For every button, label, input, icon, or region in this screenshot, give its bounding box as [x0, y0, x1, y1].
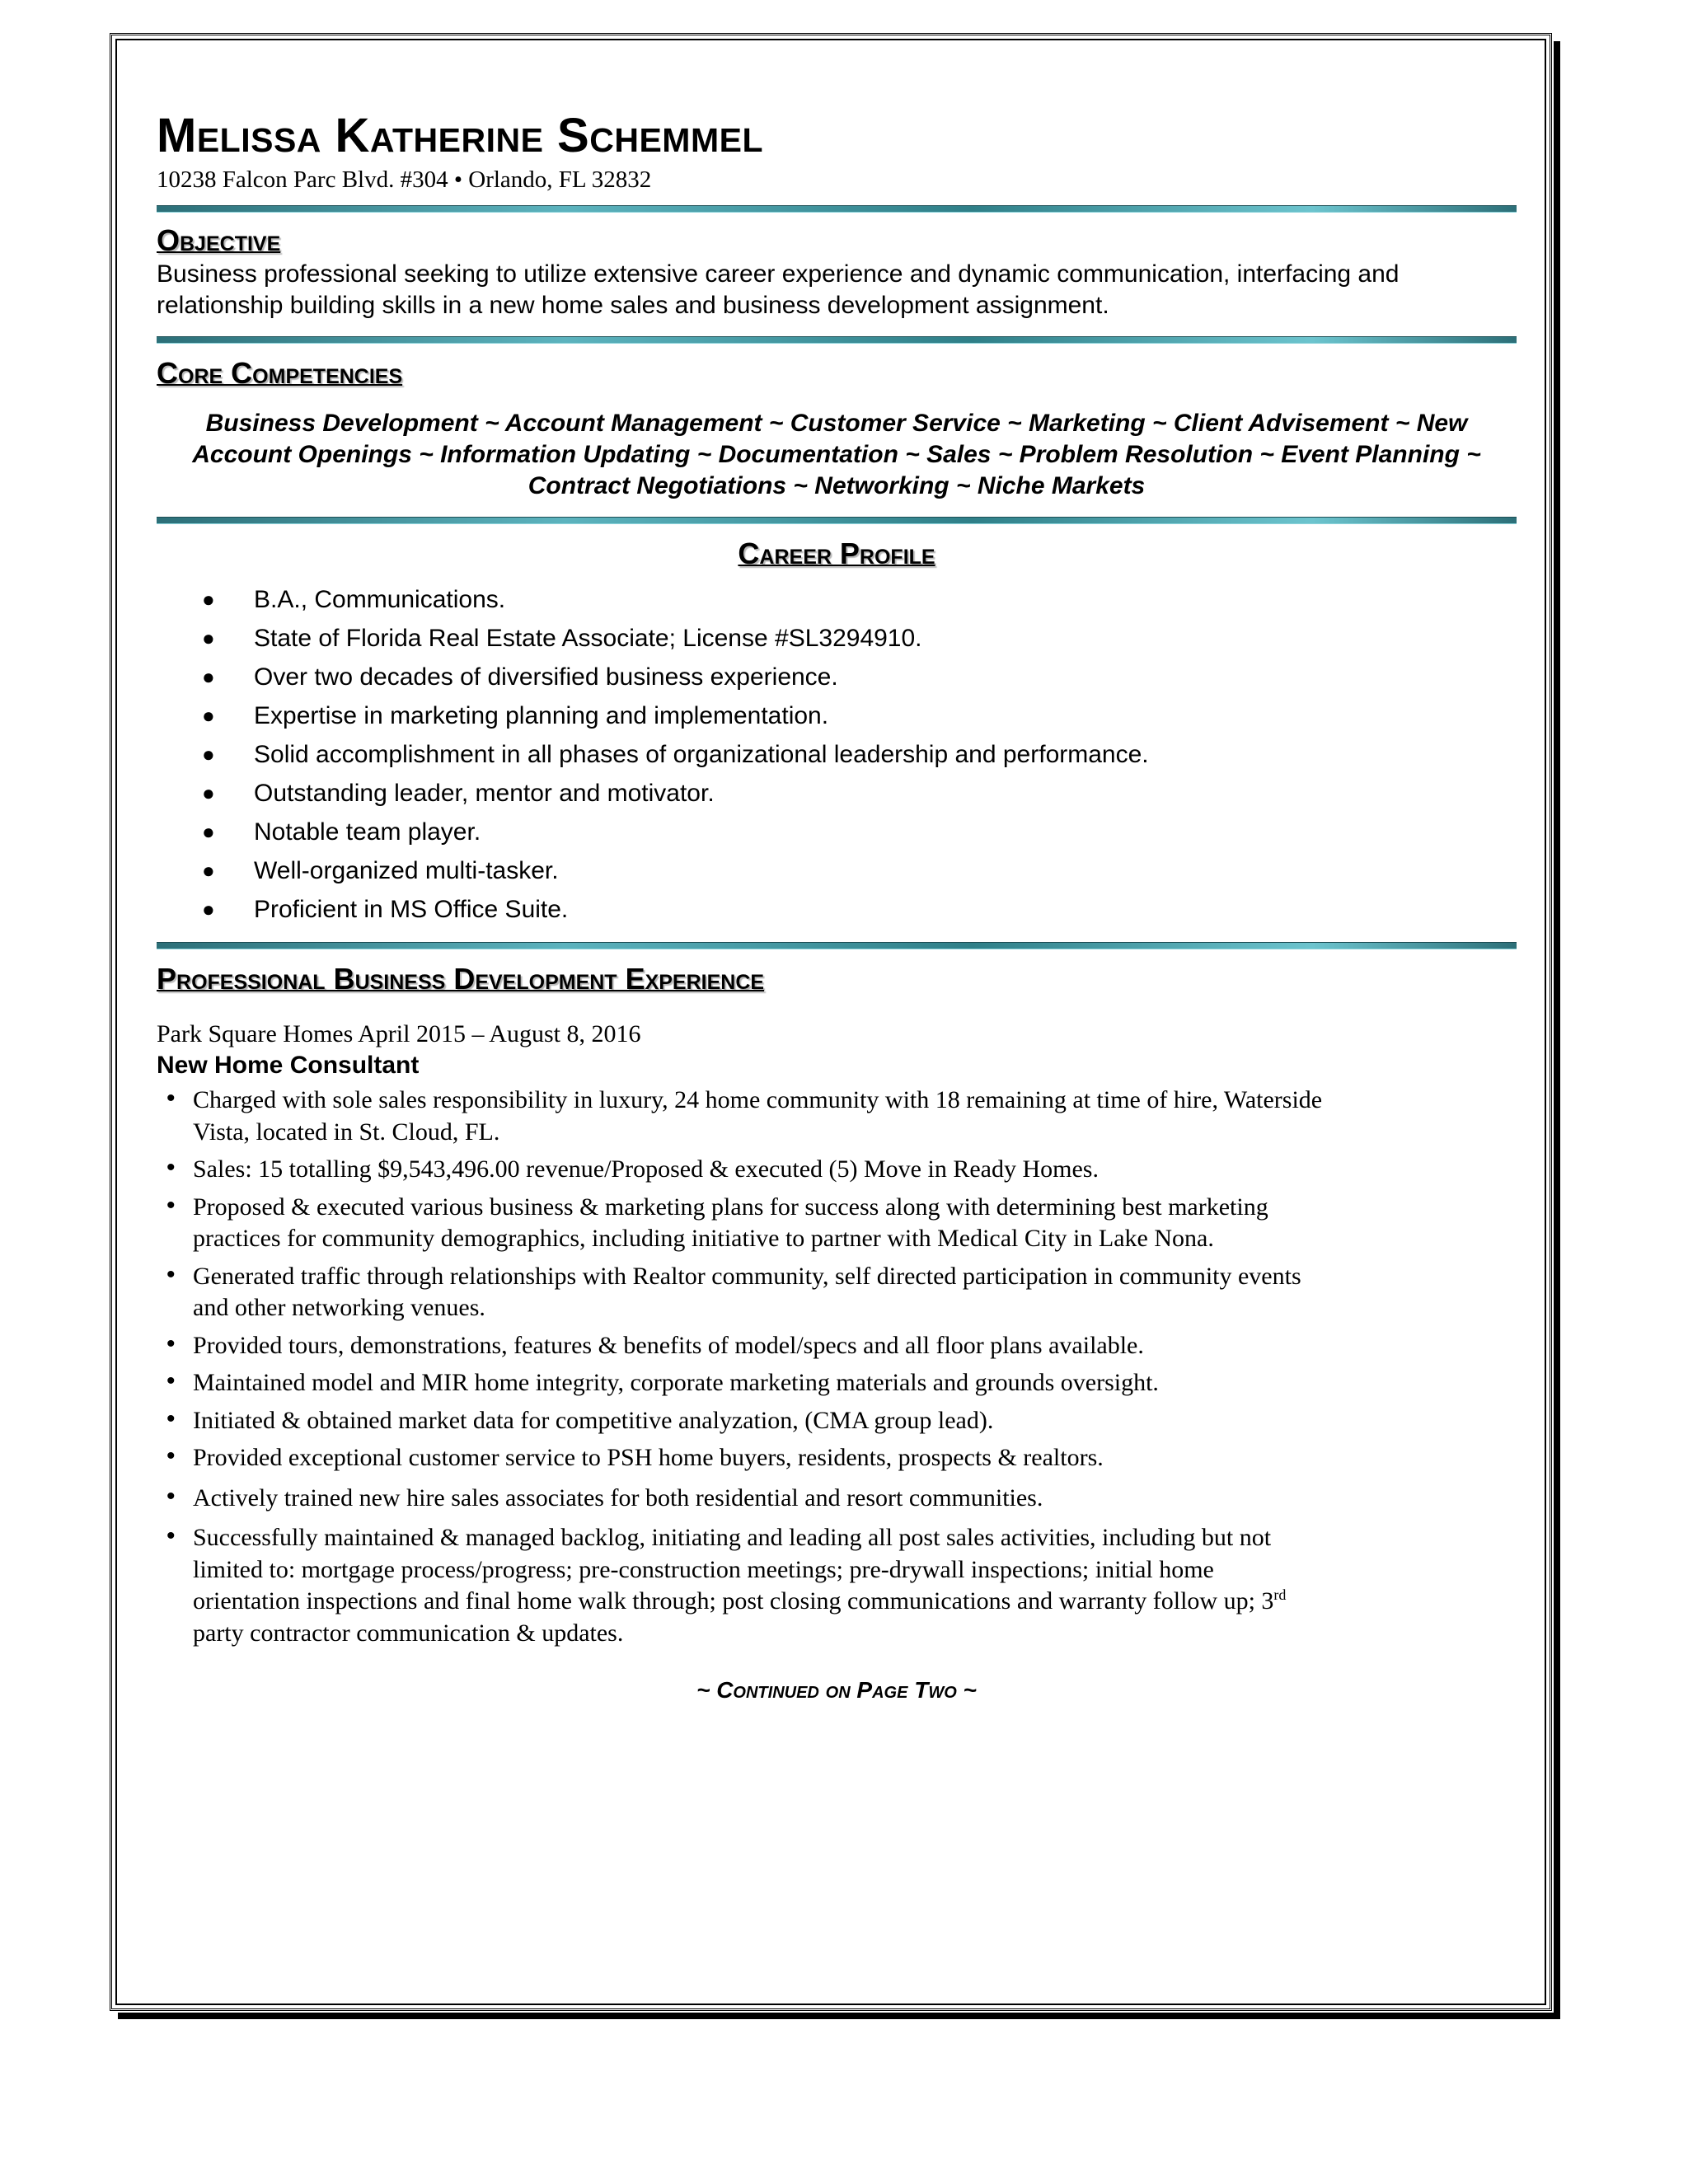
bullet-icon: ●: [202, 858, 215, 883]
competencies-heading: Core Competencies: [157, 356, 403, 390]
section-divider: [157, 336, 1517, 344]
bullet-icon: •: [166, 1404, 176, 1432]
list-item-text: Actively trained new hire sales associates for both residential and resort communities.: [193, 1483, 1043, 1511]
bullet-icon: ●: [202, 703, 215, 728]
list-item-text-part: party contractor communication & updates.: [193, 1619, 624, 1647]
experience-heading: Professional Business Development Experience: [157, 962, 765, 996]
bullet-icon: ●: [202, 780, 215, 805]
list-item: [202, 813, 1517, 851]
list-item: [163, 1483, 1325, 1515]
list-item: [202, 580, 1517, 619]
list-item: [202, 735, 1517, 774]
continued-notice: ~ Continued on Page Two ~: [696, 1677, 977, 1703]
career-profile-heading: Career Profile: [738, 537, 935, 570]
list-item-text: Charged with sole sales responsibility in luxury, 24 home community with 18 remaining at time of hire, Waterside Vista, located in St. Cloud, FL.: [193, 1086, 1323, 1146]
list-item-text: Over two decades of diversified business experience.: [254, 663, 838, 691]
bullet-icon: ●: [202, 897, 215, 921]
list-item: [163, 1154, 1325, 1186]
bullet-icon: •: [166, 1482, 176, 1510]
bullet-icon: •: [166, 1191, 176, 1219]
list-item: [202, 658, 1517, 696]
list-item: [202, 851, 1517, 890]
list-item-text: Generated traffic through relationships with Realtor community, self directed participation in community events and other networking venues.: [193, 1262, 1301, 1321]
list-item: [163, 1405, 1325, 1437]
job-title: New Home Consultant: [157, 1052, 420, 1079]
list-item: [202, 774, 1517, 813]
section-divider: [157, 942, 1517, 949]
ordinal-superscript: rd: [1273, 1586, 1287, 1603]
list-item-text: State of Florida Real Estate Associate; License #SL3294910.: [254, 625, 922, 652]
list-item-text: Proposed & executed various business & marketing plans for success along with determining best marketing practices for community demographics, including initiative to partner with Medical City in Lake Nona.: [193, 1193, 1268, 1252]
objective-text: Business professional seeking to utilize extensive career experience and dynamic communication, interfacing and relationship building skills in a new home sales and business development assignment.: [157, 260, 1400, 319]
list-item: [163, 1085, 1325, 1148]
list-item: [202, 890, 1517, 929]
bullet-icon: •: [166, 1442, 176, 1469]
list-item-text: Outstanding leader, mentor and motivator.: [254, 780, 715, 807]
list-item-text: Expertise in marketing planning and implementation.: [254, 702, 829, 729]
bullet-icon: ●: [202, 626, 215, 650]
resume-content: [157, 107, 1517, 1705]
bullet-icon: •: [166, 1329, 176, 1357]
bullet-icon: •: [166, 1367, 176, 1394]
list-item-text: Provided exceptional customer service to PSH home buyers, residents, prospects & realtors.: [193, 1444, 1104, 1471]
list-item-text: Solid accomplishment in all phases of organizational leadership and performance.: [254, 741, 1149, 768]
section-divider: [157, 517, 1517, 524]
career-profile-list: [157, 580, 1517, 929]
list-item: [163, 1192, 1325, 1255]
list-item: [202, 696, 1517, 735]
list-item: [163, 1367, 1325, 1399]
bullet-icon: •: [166, 1085, 176, 1112]
bullet-icon: ●: [202, 587, 215, 612]
competencies-list: Business Development ~ Account Management ~ Customer Service ~ Marketing ~ Client Advisement ~ New Account Openings ~ Information Updating ~ Documentation ~ Sales ~ Problem Resolution ~ Event Planning ~ Contract Negotiations ~ Networking ~ Niche Markets: [192, 410, 1481, 499]
candidate-name: Melissa Katherine Schemmel: [157, 109, 763, 162]
bullet-icon: ●: [202, 742, 215, 766]
list-item-text-part: Successfully maintained & managed backlog, initiating and leading all post sales activities, including but not limited to: mortgage process/progress; pre-construction meetings; pre-drywall inspections; initial home orientation inspections and final home walk through; post closing communications and warranty follow up; 3: [193, 1524, 1274, 1615]
bullet-icon: ●: [202, 664, 215, 689]
job-duties-list: [157, 1085, 1325, 1649]
list-item: [163, 1261, 1325, 1324]
bullet-icon: •: [166, 1260, 176, 1288]
employer-dates: Park Square Homes April 2015 – August 8, 2016: [157, 1020, 641, 1047]
list-item-text: Well-organized multi-tasker.: [254, 857, 559, 884]
bullet-icon: •: [166, 1154, 176, 1181]
list-item-text: Provided tours, demonstrations, features & benefits of model/specs and all floor plans available.: [193, 1331, 1144, 1359]
list-item-text: Notable team player.: [254, 818, 481, 846]
list-item-text: Proficient in MS Office Suite.: [254, 896, 569, 923]
list-item-text: B.A., Communications.: [254, 586, 506, 613]
list-item: [163, 1522, 1325, 1649]
objective-heading: Objective: [157, 223, 281, 257]
bullet-icon: ●: [202, 819, 215, 844]
bullet-icon: •: [166, 1522, 176, 1549]
candidate-address: 10238 Falcon Parc Blvd. #304 • Orlando, FL 32832: [157, 166, 652, 193]
section-divider: [157, 205, 1517, 213]
list-item: [163, 1442, 1325, 1474]
list-item-text: Initiated & obtained market data for competitive analyzation, (CMA group lead).: [193, 1406, 994, 1434]
list-item-text: Maintained model and MIR home integrity, corporate marketing materials and grounds oversight.: [193, 1369, 1159, 1396]
list-item: [202, 619, 1517, 658]
list-item-text: Sales: 15 totalling $9,543,496.00 revenue/Proposed & executed (5) Move in Ready Homes.: [193, 1155, 1099, 1183]
list-item: [163, 1330, 1325, 1362]
list-item-text: [193, 1524, 1286, 1647]
